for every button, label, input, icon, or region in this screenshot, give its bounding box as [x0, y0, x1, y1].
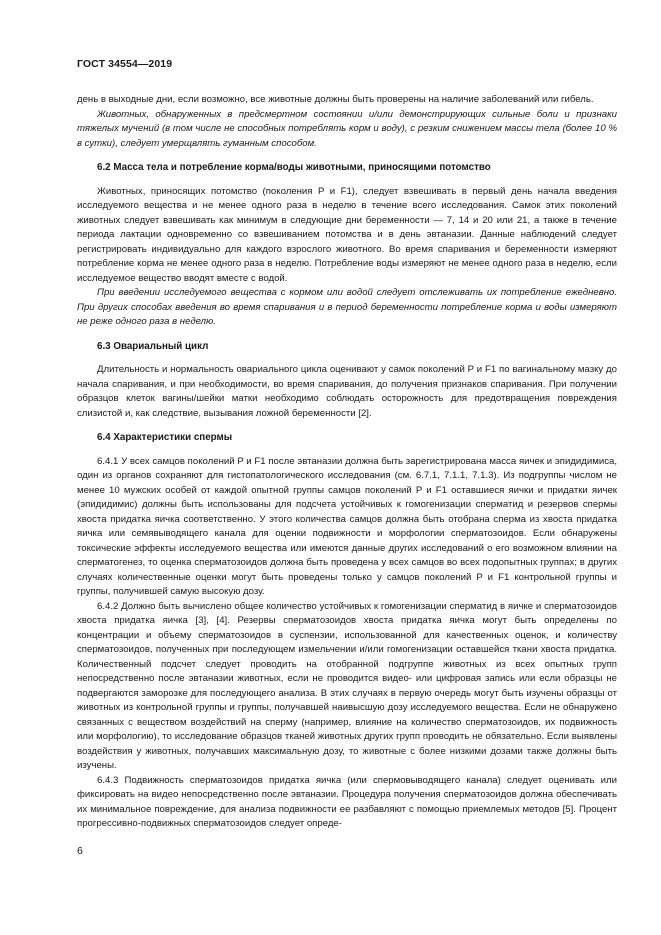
paragraph: Животных, приносящих потомство (поколения P и F1), следует взвешивать в первый день начала введения исследуемого вещества и не менее одного раза в неделю в течение всего исследования. Самок этих поколений животных следует взвешивать как минимум в следующие дни беременности — 7, 14 и 20 или 21, а также в течение периода лактации одновременно со взвешиванием потомства и в день эвтаназии. Данные наблюдений следует регистрировать индивидуально для каждого взрослого животного. Во время спаривания и беременности измеряют потребление корма не менее одного раза в неделю. Потребление воды измеряют не менее одного раза в неделю, если исследуемое вещество вводят вместе с водой.	[77, 185, 617, 284]
document-body	[77, 93, 617, 832]
italic-paragraph: Животных, обнаруженных в предсмертном состоянии и/или демонстрирующих сильные боли и признаки тяжелых мучений (в том числе не способных потреблять корм и воду), с резким снижением массы тела (более 10 % в сутки), следует умерщвлять гуманным способом.	[77, 108, 617, 149]
section-heading-6-3: 6.3 Овариальный цикл	[97, 340, 209, 352]
page-number: 6	[77, 845, 83, 857]
paragraph-6-4-1: 6.4.1 У всех самцов поколений P и F1 после эвтаназии должна быть зарегистрирована масса яичек и эпидидимиса, один из органов сохраняют для гистопатологического исследования (см. 6.7.1, 7.1.1, 7.1.3). Из подгруппы числом не менее 10 мужских особей от каждой опытной группы самцов поколений P и F1 оставшиеся яички и придатки яичек (эпидидимис) должны быть использованы для подсчета устойчивых к гомогенизации сперматид и резервов спермы хвоста придатка яичка соответственно. У этого количества самцов должна быть отобрана сперма из хвоста придатка яичка или семявыводящего канала для оценки подвижности и морфологии сперматозоидов. Если обнаружены токсические эффекты исследуемого вещества или имеются данные других исследований о его возможном влиянии на сперматогенез, то оценка сперматозоидов должна быть проведена у всех самцов во всех подопытных группах; в других случаях количественные оценки могут быть проведены только у самцов поколений P и F1 контрольной группы и группы, получившей самую высокую дозу.	[77, 455, 617, 597]
page-header-title: ГОСТ 34554—2019	[77, 58, 173, 70]
paragraph-6-4-2: 6.4.2 Должно быть вычислено общее количество устойчивых к гомогенизации сперматид в яичке и сперматозоидов хвоста придатка яичка [3], [4]. Резервы сперматозоидов хвоста придатка яичка могут быть определены по концентрации и объему сперматозоидов в суспензии, использованной для качественных оценок, и количеству сперматозоидов, полученных при последующем измельчении и/или гомогенизации оставшейся ткани хвоста придатка. Количественный подсчет следует проводить на отобранной подгруппе животных из всех опытных групп непосредственно после эвтаназии животных, если не проводится видео- или цифровая запись или если образцы не подвергаются заморозке для последующего анализа. В этих случаях в первую очередь могут быть изучены образцы от животных из контрольной группы и группы, получавшей наивысшую дозу исследуемого вещества. Если не обнаружено связанных с веществом воздействий на сперму (например, влияние на количество сперматозоидов, их подвижность или морфологию), то исследование образцов тканей животных других групп проводить не обязательно. Если выявлены воздействия у животных, получавших максимальную дозу, то животные с более низкими дозами также должны быть изучены.	[77, 600, 617, 771]
paragraph: день в выходные дни, если возможно, все животные должны быть проверены на наличие заболеваний или гибель.	[77, 94, 594, 105]
section-heading-6-4: 6.4 Характеристики спермы	[97, 432, 233, 443]
italic-paragraph: При введении исследуемого вещества с кормом или водой следует отслеживать их потребление ежедневно. При других способах введения во время спаривания и в период беременности потребление корма и воды измеряют не реже одного раза в неделю.	[77, 287, 617, 327]
paragraph: Длительность и нормальность овариального цикла оценивают у самок поколений P и F1 по вагинальному мазку до начала спаривания, и при необходимости, во время спаривания, до получения признаков спаривания. При получении образцов клеток вагины/шейки матки необходимо соблюдать осторожность для предотвращения повреждения слизистой и, как следствие, вызывания ложной беременности [2].	[77, 364, 617, 419]
section-heading-6-2: 6.2 Масса тела и потребление корма/воды животными, приносящими потомство	[97, 162, 491, 173]
paragraph-6-4-3: 6.4.3 Подвижность сперматозоидов придатка яичка (или спермовыводящего канала) следует оценивать или фиксировать на видео непосредственно после эвтаназии. Процедура получения сперматозоидов должна обеспечивать их минимальное повреждение, для анализа подвижности ее разбавляют с помощью приемлемых методов [5]. Процент прогрессивно-подвижных сперматозоидов следует опреде-	[77, 774, 617, 829]
